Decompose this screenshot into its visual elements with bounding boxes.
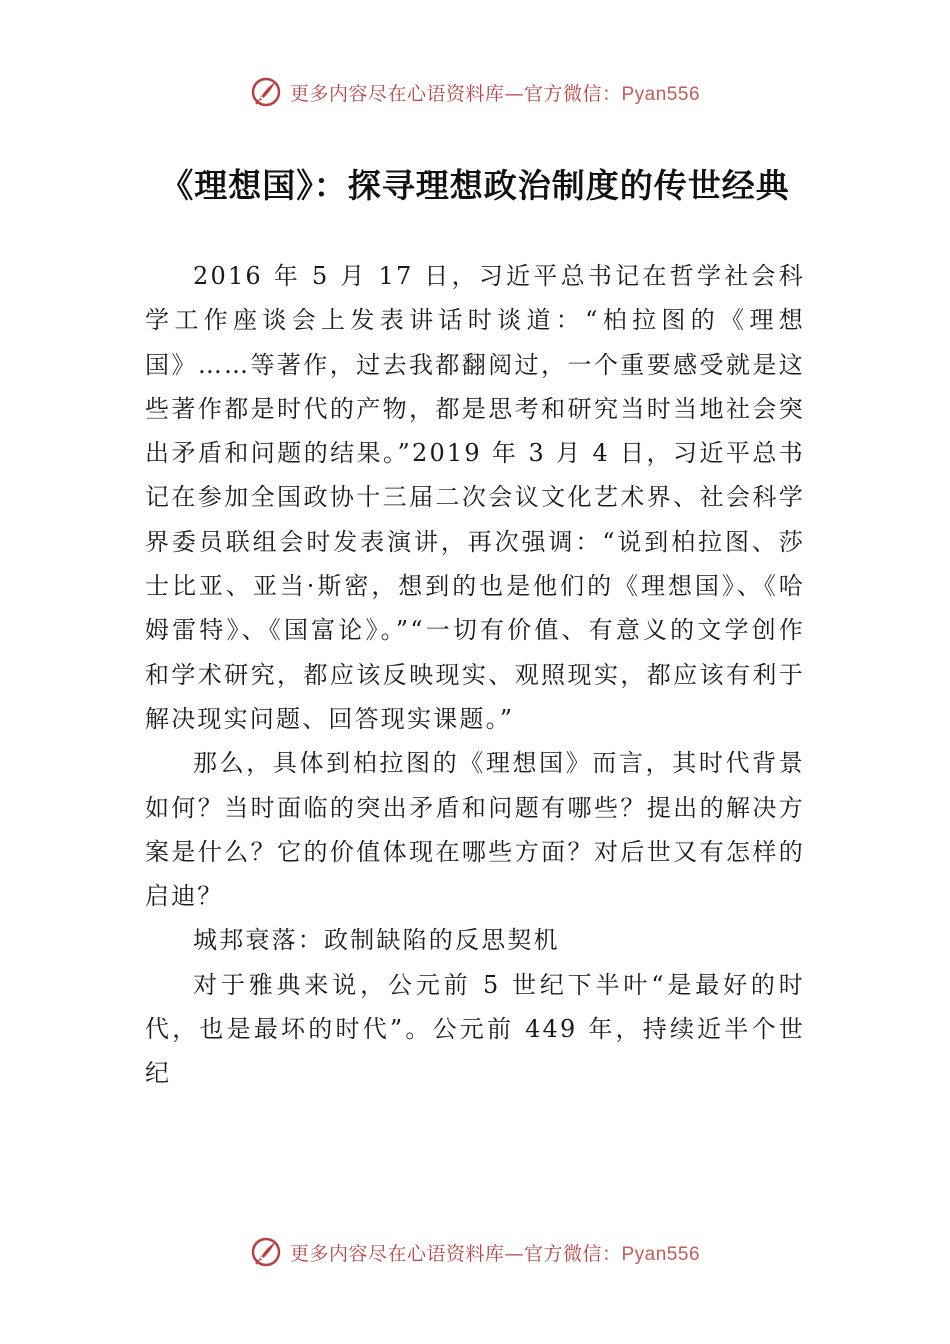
header-wechat-id: Pyan556 [621, 83, 701, 105]
quill-pen-logo-icon [250, 1236, 282, 1268]
header-banner-text: 更多内容尽在心语资料库—官方微信：Pyan556 [289, 82, 701, 105]
document-body [145, 254, 805, 1096]
footer-wechat-id: Pyan556 [621, 1243, 701, 1265]
footer-banner [0, 1232, 950, 1272]
section-heading: 城邦衰落：政制缺陷的反思契机 [193, 926, 560, 955]
footer-banner-text: 更多内容尽在心语资料库—官方微信：Pyan556 [289, 1242, 701, 1265]
quill-pen-logo-icon [250, 76, 282, 108]
paragraph-3: 对于雅典来说，公元前 5 世纪下半叶“是最好的时代，也是最坏的时代”。公元前 449 年，持续近半个世纪 [145, 970, 805, 1088]
paragraph-1: 2016 年 5 月 17 日，习近平总书记在哲学社会科学工作座谈会上发表讲话时谈道：“柏拉图的《理想国》……等著作，过去我都翻阅过，一个重要感受就是这些著作都是时代的产物，都是思考和研究当时当地社会突出矛盾和问题的结果。”2019 年 3 月 4 日，习近平总书记在参加全国政协十三届二次会议文化艺术界、社会科学界委员联组会时发表演讲，再次强调：“说到柏拉图、莎士比亚、亚当·斯密，想到的也是他们的《理想国》、《哈姆雷特》、《国富论》。”“一切有价值、有意义的文学创作和学术研究，都应该反映现实、观照现实，都应该有利于解决现实问题、回答现实课题。” [145, 262, 805, 733]
document-title: 《理想国》：探寻理想政治制度的传世经典 [160, 166, 790, 205]
paragraph-2: 那么，具体到柏拉图的《理想国》而言，其时代背景如何？当时面临的突出矛盾和问题有哪些？提出的解决方案是什么？它的价值体现在哪些方面？对后世又有怎样的启迪？ [145, 749, 805, 911]
header-banner [0, 72, 950, 112]
